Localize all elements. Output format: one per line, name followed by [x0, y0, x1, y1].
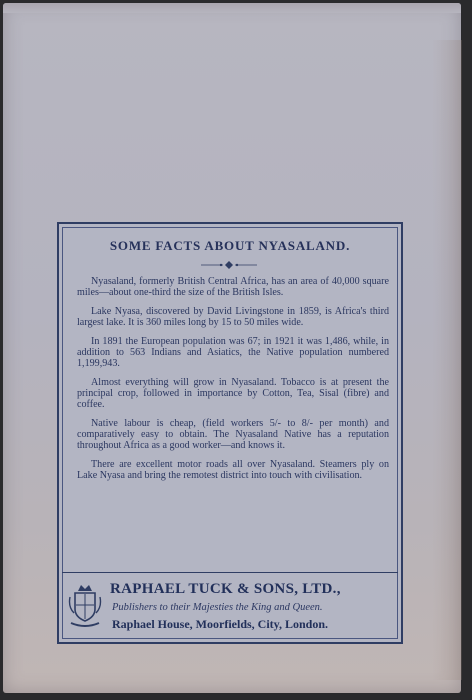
publisher-footer: [62, 572, 398, 639]
royal-warrant-crest-icon: [68, 581, 102, 631]
publisher-tagline: Publishers to their Majesties the King and Queen.: [112, 602, 323, 613]
fact-paragraph: There are excellent motor roads all over Nyasaland. Steamers ply on Lake Nyasa and bring the remotest district into touch with civilisation.: [77, 459, 389, 481]
fact-paragraph: In 1891 the European population was 67; in 1921 it was 1,486, while, in addition to 563 Indians and Asiatics, the Native population numbered 1,199,943.: [77, 336, 389, 369]
fact-paragraph: Nyasaland, formerly British Central Africa, has an area of 40,000 square miles—about one-third the size of the British Isles.: [77, 276, 389, 298]
fact-paragraph: Almost everything will grow in Nyasaland. Tobacco is at present the principal crop, followed in importance by Cotton, Tea, Sisal (fibre) and coffee.: [77, 377, 389, 410]
panel-title: SOME FACTS ABOUT NYASALAND.: [109, 238, 351, 253]
ornament-divider-icon: [199, 260, 259, 270]
fact-paragraph: Native labour is cheap, (field workers 5/- to 8/- per month) and comparatively easy to obtain. The Nyasaland Native has a reputation throughout Africa as a good worker—and knows it.: [77, 418, 389, 451]
fact-paragraph: Lake Nyasa, discovered by David Livingstone in 1859, is Africa's third largest lake. It is 360 miles long by 15 to 50 miles wide.: [77, 306, 389, 328]
paper-stain: [432, 40, 462, 680]
facts-panel: [57, 222, 403, 644]
publisher-name: RAPHAEL TUCK & SONS, LTD.,: [110, 581, 341, 597]
publisher-address: Raphael House, Moorfields, City, London.: [112, 617, 329, 631]
facts-body: [77, 276, 389, 489]
envelope-flap-edge: [3, 3, 461, 13]
